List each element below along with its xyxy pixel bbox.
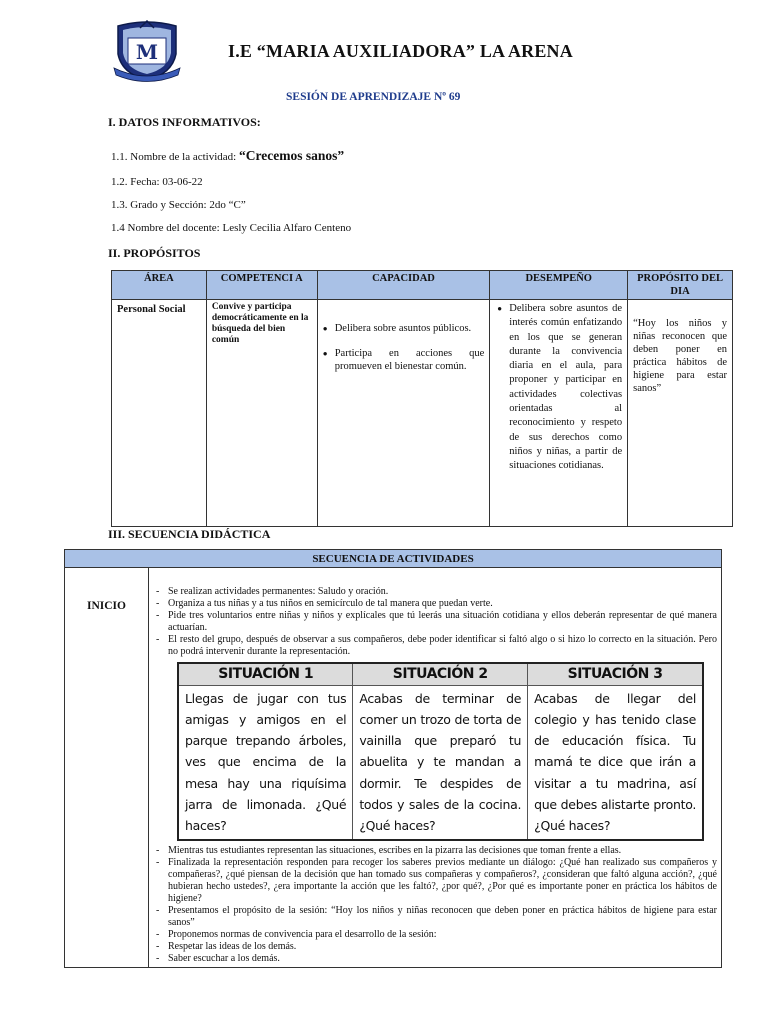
header-area: ÁREA: [112, 271, 207, 300]
school-title: I.E “MARIA AUXILIADORA” LA ARENA: [228, 41, 573, 61]
header-competencia: COMPETENCI A: [206, 271, 317, 300]
activities-cell: [149, 568, 722, 968]
activity-item: - El resto del grupo, después de observar a sus compañeros, debe poder identificar si faltó algo o si hizo lo correcto en la situación. Pero no podrá intervenir durante la representación.: [155, 634, 717, 658]
teacher-line: 1.4 Nombre del docente: Lesly Cecilia Alfaro Centeno: [111, 222, 352, 234]
capacidad-cell: [317, 300, 490, 527]
section-title-propositos: II. PROPÓSITOS: [108, 246, 201, 260]
grade-line: 1.3. Grado y Sección: 2do “C”: [111, 199, 246, 211]
secuencia-table: [64, 549, 722, 968]
situation-title: SITUACIÓN 1: [178, 663, 353, 685]
activity-item: - Proponemos normas de convivencia para el desarrollo de la sesión:: [155, 929, 717, 941]
proposito-cell: “Hoy los niños y niñas reconocen que deben poner en práctica hábitos de higiene para estar sanos”: [628, 300, 733, 527]
competencia-cell: Convive y participa democráticamente en la búsqueda del bien común: [206, 300, 317, 527]
header-desempeno: DESEMPEÑO: [490, 271, 628, 300]
activity-name-line: [111, 148, 344, 164]
section-title-datos: I. DATOS INFORMATIVOS:: [108, 115, 261, 129]
svg-text:M: M: [135, 40, 159, 64]
activity-item: - Presentamos el propósito de la sesión: “Hoy los niños y niñas reconocen que deben poner en práctica hábitos de higiene para estar sanos”: [155, 905, 717, 929]
activity-item: - Pide tres voluntarios entre niñas y niños y explícales que tú leerás una situación cotidiana y ellos deberán representar de qué manera actuarían.: [155, 610, 717, 634]
desempeno-cell: [490, 300, 628, 527]
activity-item: - Saber escuchar a los demás.: [155, 953, 717, 965]
school-logo-icon: [110, 20, 184, 82]
situations-table: [177, 662, 704, 841]
activity-label: 1.1. Nombre de la actividad:: [111, 151, 237, 163]
propositos-table: [111, 270, 733, 527]
date-line: 1.2. Fecha: 03-06-22: [111, 176, 203, 188]
capacidad-item: ● Participa en acciones que promueven el bienestar común.: [323, 347, 485, 373]
secuencia-header: SECUENCIA DE ACTIVIDADES: [65, 550, 722, 568]
header-capacidad: CAPACIDAD: [317, 271, 490, 300]
activity-item: - Finalizada la representación responden para recoger los saberes previos mediante un diálogo: ¿Qué han realizado sus compañeros y compañeras?, ¿qué piensan de la decisión que han tomado sus compañeras y compañeros?, ¿consideran que faltó alguna acción?, ¿qué hubieran hecho ustedes?, ¿era importante la acción que les faltó?, ¿por qué?, ¿Por qué es importante poner en práctica los hábitos de higiene?: [155, 857, 717, 905]
activity-item: - Respetar las ideas de los demás.: [155, 941, 717, 953]
area-cell: Personal Social: [112, 300, 207, 527]
capacidad-item: ● Delibera sobre asuntos públicos.: [323, 322, 485, 335]
section-title-secuencia: III. SECUENCIA DIDÁCTICA: [108, 527, 271, 541]
activity-item: - Organiza a tus niñas y a tus niños en semicírculo de tal manera que puedan verte.: [155, 598, 717, 610]
desempeno-text: ● Delibera sobre asuntos de interés común enfatizando en los que se generan durante la convivencia diaria en el aula, para proponer y participar en actividades colectivas orientadas al reconocimiento y respeto de sus derechos como niños y niñas, a partir de situaciones cotidianas.: [495, 302, 622, 474]
activity-item: - Se realizan actividades permanentes: Saludo y oración.: [155, 586, 717, 598]
situation-text: Acabas de llegar del colegio y has tenido clase de educación física. Tu mamá te dice que irán a visitar a tu madrina, así que debes alistarte pronto. ¿Qué haces?: [528, 685, 703, 840]
situation-text: Acabas de terminar de comer un trozo de torta de vainilla que preparó tu abuelita y te mandan a dormir. Te despides de todos y sales de la cocina. ¿Qué haces?: [353, 685, 528, 840]
header-proposito: PROPÓSITO DEL DIA: [628, 271, 733, 300]
situation-title: SITUACIÓN 3: [528, 663, 703, 685]
phase-inicio: INICIO: [65, 568, 149, 968]
activity-name: “Crecemos sanos”: [239, 148, 345, 163]
situation-title: SITUACIÓN 2: [353, 663, 528, 685]
activity-item: - Mientras tus estudiantes representan las situaciones, escribes en la pizarra las decisiones que toman frente a ellas.: [155, 845, 717, 857]
situation-text: Llegas de jugar con tus amigas y amigos en el parque trepando árboles, ves que encima de la mesa hay una riquísima jarra de limonada. ¿Qué haces?: [178, 685, 353, 840]
session-title: SESIÓN DE APRENDIZAJE Nº 69: [286, 91, 461, 103]
